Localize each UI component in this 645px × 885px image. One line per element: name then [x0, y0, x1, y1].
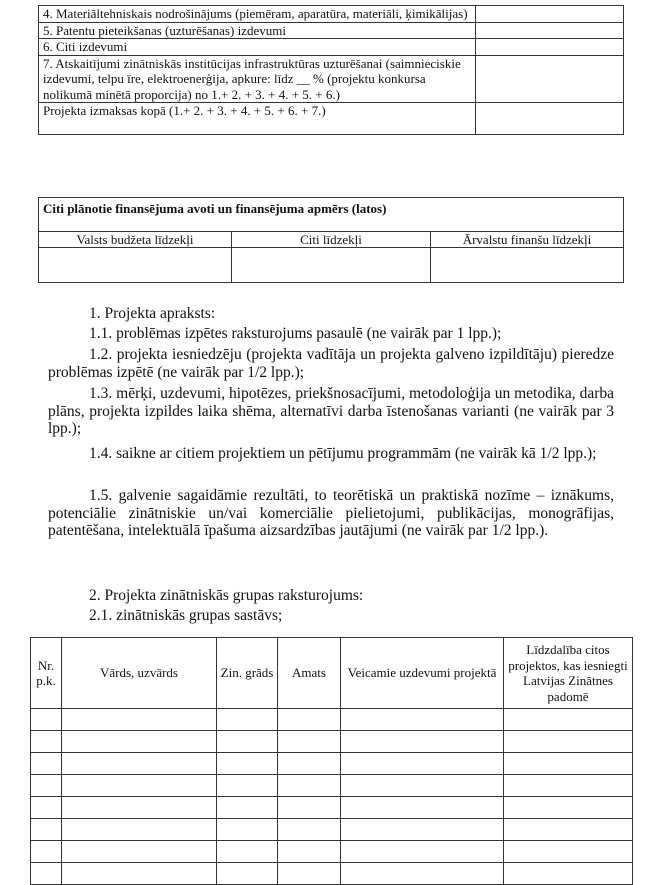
- table-row: [31, 709, 633, 731]
- table-row: [31, 731, 633, 753]
- table-cell[interactable]: [504, 753, 633, 775]
- table-cell[interactable]: [341, 753, 504, 775]
- table-cell[interactable]: [341, 731, 504, 753]
- table-cell[interactable]: [278, 819, 341, 841]
- table-row: [39, 232, 624, 248]
- section-1-4: 1.4. saikne ar citiem projektiem un pētījumu programmām (ne vairāk kā 1/2 lpp.);: [89, 445, 597, 462]
- table-row: [39, 22, 624, 39]
- table-cell[interactable]: [62, 731, 217, 753]
- table-cell[interactable]: [504, 709, 633, 731]
- cost-row-value[interactable]: [476, 55, 624, 103]
- section-1-1: 1.1. problēmas izpētes raksturojums pasaulē (ne vairāk par 1 lpp.);: [89, 325, 502, 342]
- table-cell[interactable]: [504, 841, 633, 863]
- table-cell[interactable]: [278, 841, 341, 863]
- table-cell[interactable]: [31, 775, 62, 797]
- table-row: [39, 6, 624, 23]
- table-cell[interactable]: [504, 863, 633, 885]
- team-table: [30, 637, 633, 885]
- cost-table: [38, 5, 624, 135]
- table-cell[interactable]: [217, 863, 278, 885]
- col-header-position: Amats: [278, 638, 341, 709]
- table-cell[interactable]: [278, 753, 341, 775]
- table-cell[interactable]: [217, 709, 278, 731]
- table-cell[interactable]: [504, 775, 633, 797]
- table-cell[interactable]: [62, 841, 217, 863]
- table-cell[interactable]: [62, 797, 217, 819]
- col-header-nr: Nr. p.k.: [31, 638, 62, 709]
- table-cell[interactable]: [31, 709, 62, 731]
- table-cell[interactable]: [62, 819, 217, 841]
- table-row: [31, 819, 633, 841]
- finance-header-foreign: Ārvalstu finanšu līdzekļi: [430, 232, 623, 248]
- table-cell[interactable]: [278, 731, 341, 753]
- table-cell[interactable]: [341, 863, 504, 885]
- table-cell[interactable]: [217, 819, 278, 841]
- table-row: [39, 39, 624, 56]
- table-row: [31, 863, 633, 885]
- table-cell[interactable]: [278, 709, 341, 731]
- finance-cell-other[interactable]: [232, 248, 431, 283]
- col-header-degree: Zin. grāds: [217, 638, 278, 709]
- finance-cell-foreign[interactable]: [430, 248, 623, 283]
- table-cell[interactable]: [278, 797, 341, 819]
- finance-header-other: Citi līdzekļi: [232, 232, 431, 248]
- finance-table: [38, 197, 624, 283]
- table-cell[interactable]: [341, 775, 504, 797]
- table-row: [39, 198, 624, 232]
- table-header-row: [31, 638, 633, 709]
- section-2-heading: 2. Projekta zinātniskās grupas raksturojums:: [89, 587, 364, 604]
- cost-row-label: Projekta izmaksas kopā (1.+ 2. + 3. + 4. + 5. + 6. + 7.): [39, 103, 476, 135]
- table-row: [31, 753, 633, 775]
- section-1-3: 1.3. mērķi, uzdevumi, hipotēzes, priekšnosacījumi, metodoloģija un metodika, darba plāns, projekta izpildes laika shēma, alternatīvi darba īstenošanas varianti (ne vairāk par 3 lpp.);: [48, 385, 614, 437]
- table-cell[interactable]: [278, 863, 341, 885]
- table-cell[interactable]: [217, 841, 278, 863]
- cost-row-value[interactable]: [476, 6, 624, 23]
- table-cell[interactable]: [31, 753, 62, 775]
- table-cell[interactable]: [62, 863, 217, 885]
- section-2-1: 2.1. zinātniskās grupas sastāvs;: [89, 607, 283, 624]
- table-cell[interactable]: [31, 863, 62, 885]
- col-header-name: Vārds, uzvārds: [62, 638, 217, 709]
- cost-row-label: 7. Atskaitījumi zinātniskās institūcijas infrastruktūras uzturēšanai (saimnieciskie izdevumi, telpu īre, elektroenerģija, apkure: līdz __ % (projektu konkursa nolikumā minētā proporcija) no 1.+ 2. + 3. + 4. + 5. + 6.): [39, 55, 476, 103]
- table-cell[interactable]: [31, 797, 62, 819]
- table-cell[interactable]: [504, 819, 633, 841]
- finance-cell-state[interactable]: [39, 248, 232, 283]
- cost-row-value[interactable]: [476, 22, 624, 39]
- table-cell[interactable]: [278, 775, 341, 797]
- table-cell[interactable]: [504, 731, 633, 753]
- table-cell[interactable]: [31, 731, 62, 753]
- cost-row-label: 5. Patentu pieteikšanas (uzturēšanas) izdevumi: [39, 22, 476, 39]
- table-row: [31, 775, 633, 797]
- finance-table-title: Citi plānotie finansējuma avoti un finansējuma apmērs (latos): [39, 198, 624, 232]
- cost-row-value[interactable]: [476, 103, 624, 135]
- table-cell[interactable]: [217, 753, 278, 775]
- cost-row-value[interactable]: [476, 39, 624, 56]
- table-cell[interactable]: [62, 753, 217, 775]
- table-cell[interactable]: [341, 841, 504, 863]
- table-row: [31, 797, 633, 819]
- cost-row-label: 6. Citi izdevumi: [39, 39, 476, 56]
- section-1-2: 1.2. projekta iesniedzēju (projekta vadītāja un projekta galveno izpildītāju) pieredze problēmas izpētē (ne vairāk par 1/2 lpp.);: [48, 346, 614, 381]
- table-cell[interactable]: [217, 731, 278, 753]
- table-row: [31, 841, 633, 863]
- table-row: [39, 248, 624, 283]
- table-cell[interactable]: [62, 775, 217, 797]
- table-cell[interactable]: [217, 775, 278, 797]
- table-cell[interactable]: [341, 709, 504, 731]
- table-cell[interactable]: [31, 841, 62, 863]
- section-1-heading: 1. Projekta apraksts:: [89, 305, 216, 322]
- table-row: [39, 103, 624, 135]
- table-cell[interactable]: [504, 797, 633, 819]
- finance-header-state: Valsts budžeta līdzekļi: [39, 232, 232, 248]
- table-cell[interactable]: [341, 797, 504, 819]
- cost-row-label: 4. Materiāltehniskais nodrošinājums (piemēram, aparatūra, materiāli, ķimikālijas): [39, 6, 476, 23]
- table-cell[interactable]: [217, 797, 278, 819]
- col-header-other-projects: Līdzdalība citos projektos, kas iesniegti Latvijas Zinātnes padomē: [504, 638, 633, 709]
- table-cell[interactable]: [341, 819, 504, 841]
- table-cell[interactable]: [31, 819, 62, 841]
- table-row: [39, 55, 624, 103]
- col-header-tasks: Veicamie uzdevumi projektā: [341, 638, 504, 709]
- table-cell[interactable]: [62, 709, 217, 731]
- section-1-5: 1.5. galvenie sagaidāmie rezultāti, to teorētiskā un praktiskā nozīme – iznākums, potenciālie zinātniskie un/vai komerciālie pielietojumi, publikācijas, monogrāfijas, patentēšana, intelektuālā īpašuma aizsardzības jautājumi (ne vairāk par 1/2 lpp.).: [48, 487, 614, 539]
